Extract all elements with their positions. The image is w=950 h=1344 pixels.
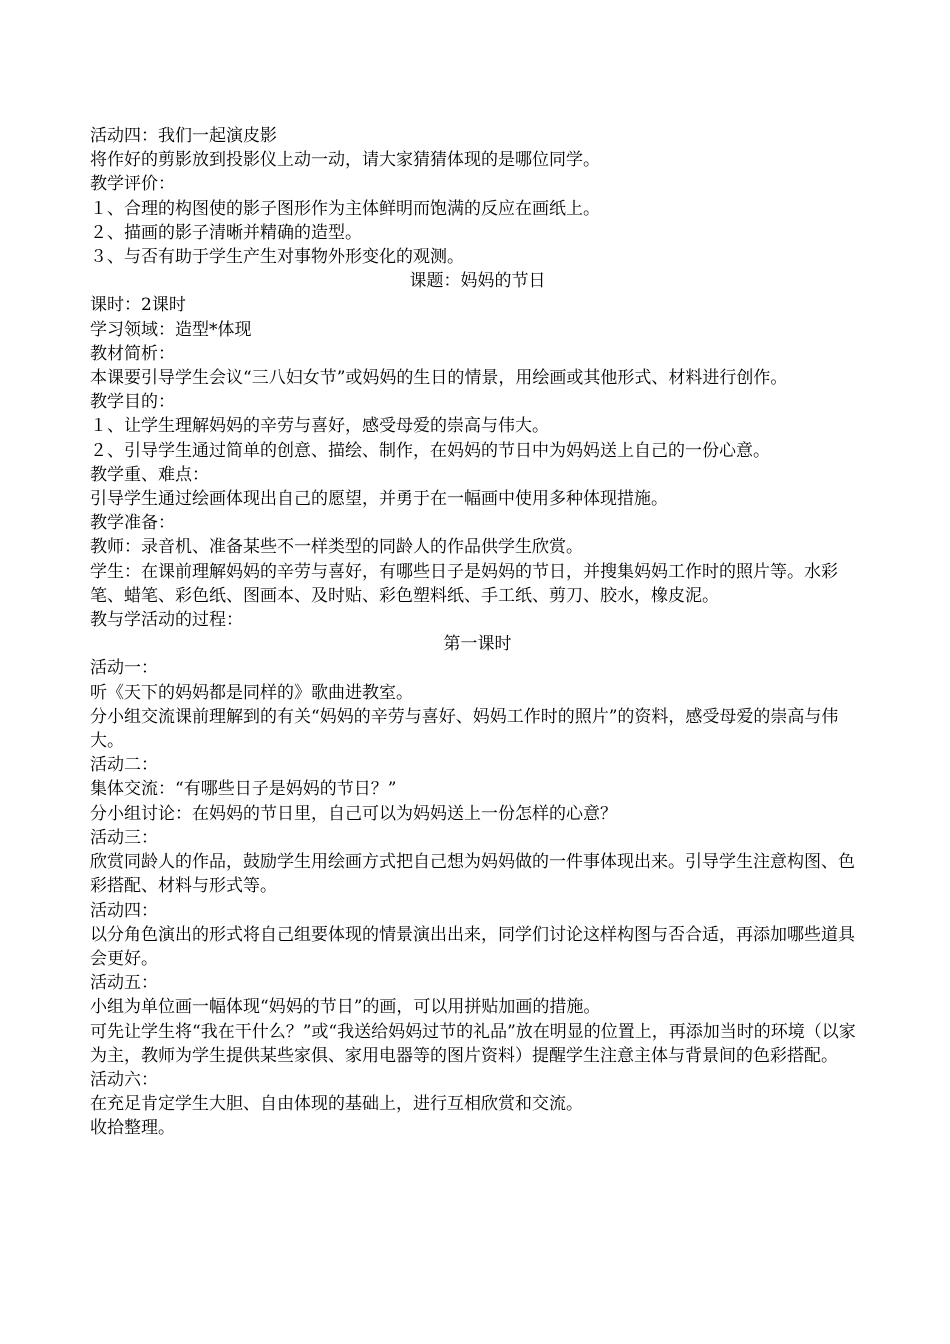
section-heading: 教学评价： (90, 174, 175, 195)
section-heading: 教与学活动的过程： (90, 610, 243, 631)
section-heading: 教材简析： (90, 343, 175, 364)
document-page (90, 124, 865, 1141)
paragraph: 学生：在课前理解妈妈的辛劳与喜好，有哪些日子是妈妈的节日，并搜集妈妈工作时的照片等。水彩笔、蜡笔、彩色纸、图画本、及时贴、彩色塑料纸、手工纸、剪刀、胶水，橡皮泥。 (90, 561, 838, 606)
list-item: ３、与否有助于学生产生对事物外形变化的观测。 (90, 247, 464, 268)
paragraph: 集体交流：“有哪些日子是妈妈的节日？” (90, 779, 397, 800)
paragraph: 在充足肯定学生大胆、自由体现的基础上，进行互相欣赏和交流。 (90, 1094, 583, 1115)
activity-heading: 活动六： (90, 1069, 158, 1090)
text-line: 将作好的剪影放到投影仪上动一动，请大家猜猜体现的是哪位同学。 (90, 150, 600, 171)
lesson-title: 课题：妈妈的节日 (409, 271, 546, 292)
activity-heading: 活动四： (90, 900, 158, 921)
list-item: １、合理的构图使的影子图形作为主体鲜明而饱满的反应在画纸上。 (90, 198, 600, 219)
text-line: 活动四：我们一起演皮影 (90, 126, 277, 146)
paragraph: 分小组交流课前理解到的有关“妈妈的辛劳与喜好、妈妈工作时的照片”的资料，感受母爱的崇高与伟大。 (90, 706, 839, 752)
text-line: 学习领域：造型*体现 (90, 319, 252, 340)
paragraph: 欣赏同龄人的作品，鼓励学生用绘画方式把自己想为妈妈做的一件事体现出来。引导学生注意构图、色彩搭配、材料与形式等。 (90, 852, 855, 897)
activity-heading: 活动二： (90, 755, 158, 776)
paragraph: 分小组讨论：在妈妈的节日里，自己可以为妈妈送上一份怎样的心意？ (90, 803, 617, 824)
list-item: ２、引导学生通过简单的创意、描绘、制作，在妈妈的节日中为妈妈送上自己的一份心意。 (90, 440, 770, 461)
section-heading: 教学重、难点： (90, 464, 209, 485)
session-title: 第一课时 (443, 634, 512, 655)
list-item: １、让学生理解妈妈的辛劳与喜好，感受母爱的崇高与伟大。 (90, 416, 549, 437)
activity-heading: 活动三： (90, 827, 158, 848)
section-heading: 教学目的： (90, 392, 175, 413)
activity-heading: 活动五： (90, 973, 158, 994)
paragraph: 本课要引导学生会议“三八妇女节”或妈妈的生日的情景，用绘画或其他形式、材料进行创作。 (90, 368, 788, 389)
list-item: ２、描画的影子清晰并精确的造型。 (90, 222, 362, 243)
paragraph: 以分角色演出的形式将自己组要体现的情景演出出来，同学们讨论这样构图与否合适，再添加哪些道具会更好。 (90, 924, 855, 969)
paragraph: 收拾整理。 (90, 1118, 175, 1139)
paragraph: 可先让学生将“我在干什么？”或“我送给妈妈过节的礼品”放在明显的位置上，再添加当时的环境（以家为主，教师为学生提供某些家俱、家用电器等的图片资料）提醒学生注意主体与背景间的色彩搭配。 (90, 1021, 856, 1066)
paragraph: 听《天下的妈妈都是同样的》歌曲进教室。 (90, 682, 413, 703)
paragraph: 引导学生通过绘画体现出自己的愿望，并勇于在一幅画中使用多种体现措施。 (90, 489, 668, 510)
text-line: 课时：2课时 (90, 295, 186, 316)
activity-heading: 活动一： (90, 658, 158, 679)
paragraph: 小组为单位画一幅体现“妈妈的节日”的画，可以用拼贴加画的措施。 (90, 997, 601, 1018)
section-heading: 教学准备： (90, 513, 175, 534)
paragraph: 教师：录音机、准备某些不一样类型的同龄人的作品供学生欣赏。 (90, 537, 583, 558)
